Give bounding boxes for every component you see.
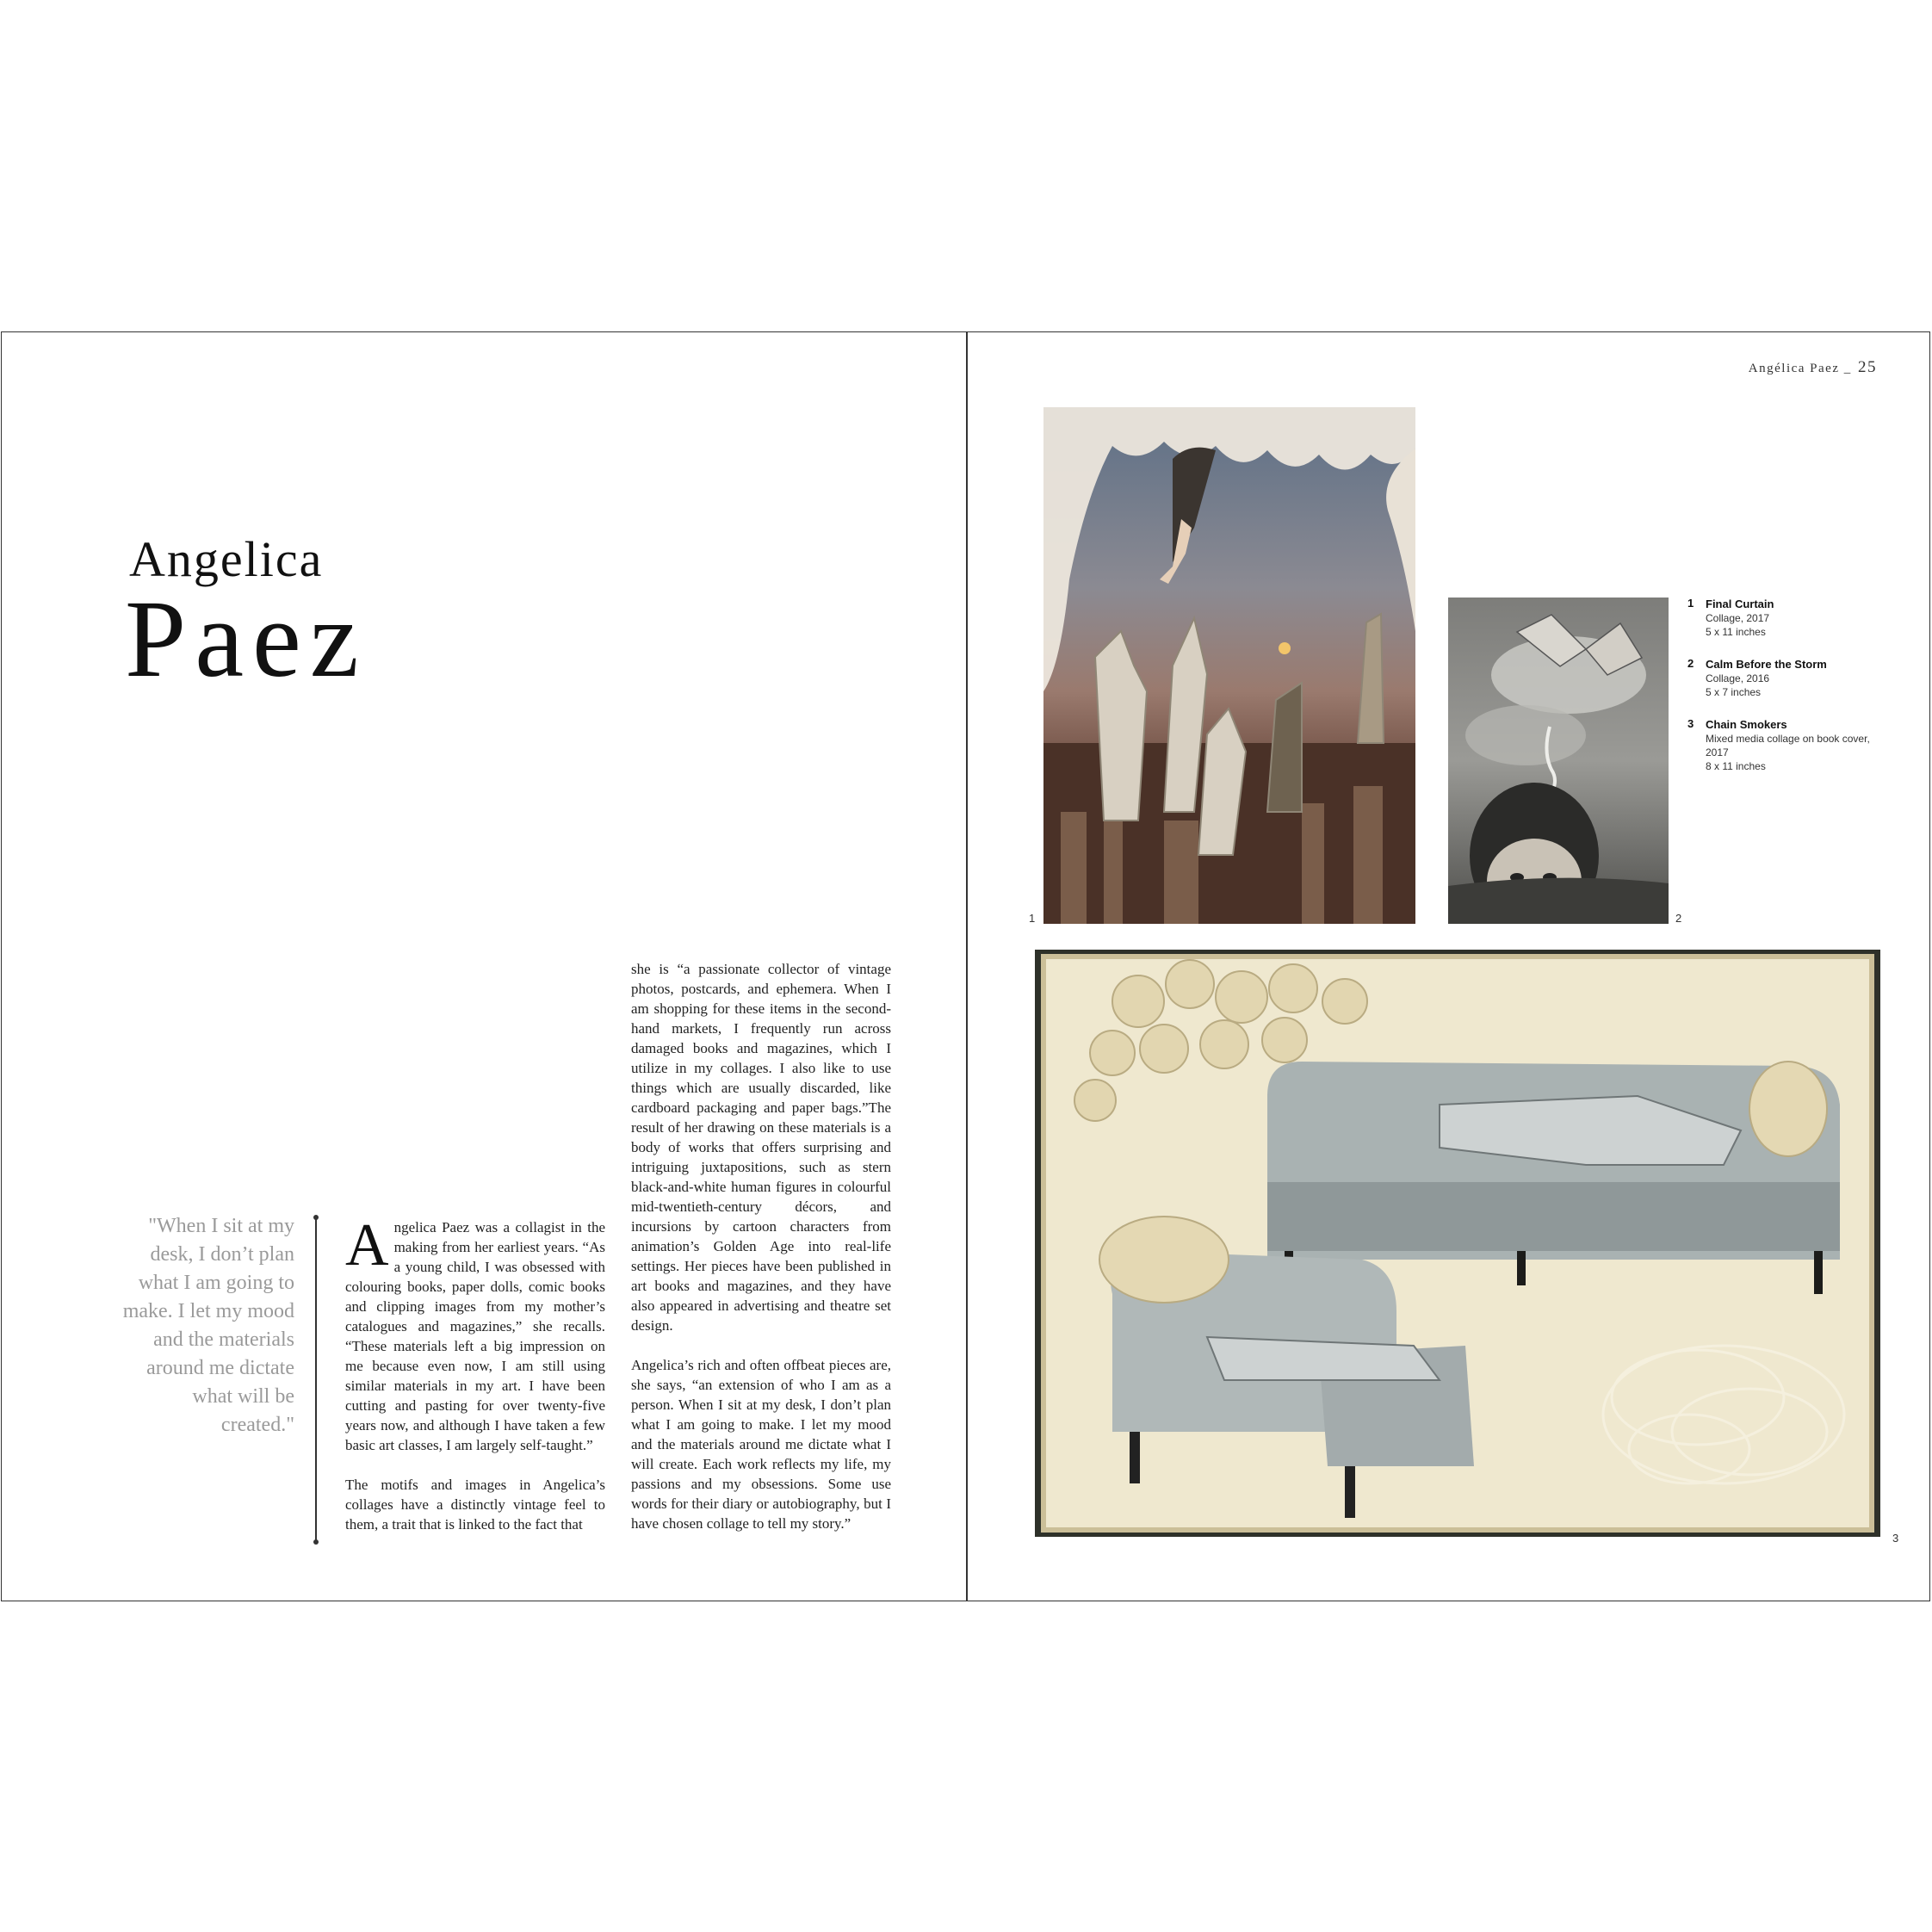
article-paragraph xyxy=(345,1212,605,1455)
caption-size: 5 x 11 inches xyxy=(1706,626,1766,638)
caption-3 xyxy=(1687,717,1894,773)
caption-size: 5 x 7 inches xyxy=(1706,686,1762,698)
article-column-1 xyxy=(345,1212,605,1554)
page-number: 25 xyxy=(1858,358,1877,376)
quote-rule-dot-top xyxy=(313,1215,319,1220)
figure-number-3: 3 xyxy=(1892,1532,1899,1545)
article-paragraph: Angelica’s rich and often offbeat pieces are, she says, “an extension of who I am as a person. When I sit at my desk, I don’t plan what I am going to make. I let my mood and the materials around me dictate what I will create. Each work reflects my life, my passions and my obsessions. Some use words for their diary or autobiography, but I have chosen collage to tell my story.” xyxy=(631,1357,891,1532)
running-head-title: Angélica Paez _ xyxy=(1748,362,1852,375)
caption-title: Final Curtain xyxy=(1706,598,1774,610)
quote-rule xyxy=(315,1217,317,1542)
article-paragraph: The motifs and images in Angelica’s collages have a distinctly vintage feel to them, a trait that is linked to the fact that xyxy=(345,1477,605,1533)
quote-rule-dot-bottom xyxy=(313,1539,319,1545)
caption-number: 3 xyxy=(1687,717,1694,730)
caption-medium: Collage, 2016 xyxy=(1706,672,1770,684)
caption-size: 8 x 11 inches xyxy=(1706,760,1766,772)
caption-title: Calm Before the Storm xyxy=(1706,658,1827,671)
article-column-2 xyxy=(631,959,891,1553)
caption-medium: Mixed media collage on book cover, 2017 xyxy=(1706,733,1870,759)
figure-number-2: 2 xyxy=(1675,912,1682,925)
pull-quote: "When I sit at my desk, I don’t plan what I am going to make. I let my mood and the materials around me dictate what will be created." xyxy=(122,1215,294,1436)
magazine-spread xyxy=(1,331,1930,1601)
figure-number-1: 1 xyxy=(1029,912,1036,925)
paragraph-text: ngelica Paez was a collagist in the making from her earliest years. “As a young child, I was obsessed with colouring books, paper dolls, comic books and clipping images from my mother’s catalogues and magazines,” she recalls. “These materials left a big impression on me because even now, I am still using similar materials in my art. I have been cutting and pasting for over twenty-five years now, and although I have taken a few basic art classes, I am largely self-taught.” xyxy=(345,1219,605,1453)
caption-2 xyxy=(1687,657,1894,699)
title-last-name: Paez xyxy=(125,578,368,700)
caption-number: 2 xyxy=(1687,657,1694,670)
caption-1 xyxy=(1687,597,1894,639)
artwork-calm-before-the-storm xyxy=(1448,598,1669,924)
page-gutter xyxy=(966,332,968,1601)
artwork-captions xyxy=(1687,597,1894,791)
caption-title: Chain Smokers xyxy=(1706,718,1787,731)
artwork-final-curtain xyxy=(1043,407,1415,924)
caption-number: 1 xyxy=(1687,597,1694,610)
artwork-chain-smokers xyxy=(1035,950,1880,1537)
running-head xyxy=(1653,358,1877,377)
title-first-name: Angelica xyxy=(129,531,324,587)
article-paragraph: she is “a passionate collector of vintage photos, postcards, and ephemera. When I am shopping for these items in the second-hand markets, I frequently run across damaged books and magazines, which I utilize in my collages. I also like to use things which are usually discarded, like cardboard packaging and paper bags.”The result of her drawing on these materials is a body of works that offers surprising and intriguing juxtapositions, such as stern black-and-white human figures in colourful mid-twentieth-century décors, and incursions by cartoon characters from animation’s Golden Age into real-life settings. Her pieces have been published in art books and magazines, and they have also appeared in advertising and theatre set design. xyxy=(631,961,891,1334)
drop-cap: A xyxy=(345,1212,389,1279)
caption-medium: Collage, 2017 xyxy=(1706,612,1770,624)
